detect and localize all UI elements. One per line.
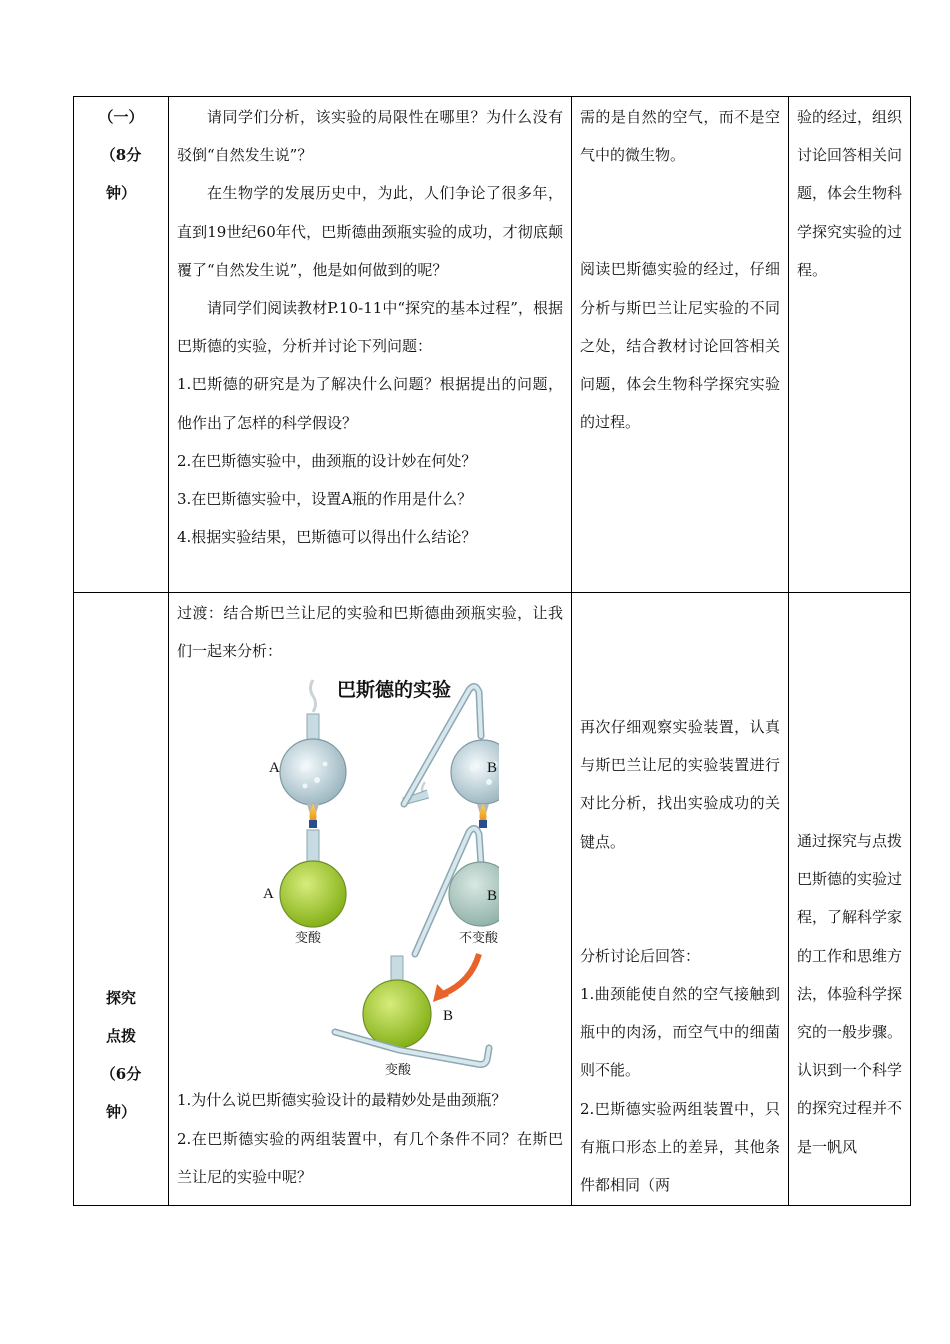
teacher-activity-text xyxy=(169,97,571,556)
question-item: 4.根据实验结果，巴斯德可以得出什么结论？ xyxy=(177,528,477,547)
teacher-activity-cell xyxy=(169,593,572,1206)
caption-sour: 变酸 xyxy=(295,930,322,946)
stage-line: （一） xyxy=(98,108,144,126)
label-a: A xyxy=(263,886,274,903)
caption-not-sour: 不变酸 xyxy=(459,930,499,946)
teacher-questions xyxy=(169,1080,571,1196)
caption-sour: 变酸 xyxy=(385,1062,412,1078)
paragraph: 阅读巴斯德实验的经过，仔细分析与斯巴兰让尼实验的不同之处，结合教材讨论回答相关问题，体会生物科学探究实验的过程。 xyxy=(580,260,780,432)
student-activity-text xyxy=(572,593,788,1204)
pasteur-experiment-figure xyxy=(219,672,499,1080)
student-activity-text xyxy=(572,97,788,441)
paragraph: 需的是自然的空气，而不是空气中的微生物。 xyxy=(580,108,780,165)
label-b: B xyxy=(443,1008,454,1025)
design-intent-cell xyxy=(789,593,911,1206)
flask-b-heating xyxy=(403,687,499,829)
stage-line: （8分 xyxy=(100,146,142,164)
label-b: B xyxy=(486,888,497,905)
paragraph: 请同学们分析，该实验的局限性在哪里？为什么没有驳倒“自然发生说”？ xyxy=(177,108,563,165)
lesson-plan-table xyxy=(73,96,911,1206)
stage-line: （6分 xyxy=(100,1065,142,1083)
paragraph: 在生物学的发展历史中，为此，人们争论了很多年，直到19世纪60年代，巴斯德曲颈瓶实验的成功，才彻底颠覆了“自然发生说”，他是如何做到的呢？ xyxy=(177,184,563,279)
paragraph: 过渡：结合斯巴兰让尼的实验和巴斯德曲颈瓶实验，让我们一起来分析： xyxy=(177,604,563,661)
question-item: 3.在巴斯德实验中，设置A瓶的作用是什么？ xyxy=(177,490,473,509)
table-row xyxy=(74,97,911,593)
question-item: 1.为什么说巴斯德实验设计的最精妙处是曲颈瓶？ xyxy=(177,1091,507,1110)
arrow-icon xyxy=(443,954,479,994)
stage-line: 钟） xyxy=(105,184,136,202)
stage-line: 钟） xyxy=(105,1103,136,1121)
design-intent-text: 验的经过，组织讨论回答相关问题，体会生物科学探究实验的过程。 xyxy=(797,108,903,279)
question-item: 1.巴斯德的研究是为了解决什么问题？根据提出的问题，他作出了怎样的科学假设？ xyxy=(177,375,563,432)
question-item: 2.在巴斯德实验的两组装置中，有几个条件不同？在斯巴兰让尼的实验中呢？ xyxy=(177,1129,563,1186)
student-activity-cell xyxy=(572,593,789,1206)
paragraph: 请同学们阅读教材P.10-11中“探究的基本过程”，根据巴斯德的实验，分析并讨论下列问题： xyxy=(177,299,563,356)
paragraph: 分析讨论后回答： xyxy=(580,946,701,965)
student-activity-cell xyxy=(572,97,789,593)
stage-cell xyxy=(74,593,169,1206)
label-a: A xyxy=(269,760,280,777)
answer-item: 1.曲颈能使自然的空气接触到瓶中的肉汤，而空气中的细菌则不能。 xyxy=(580,985,780,1080)
stage-label xyxy=(74,97,168,212)
teacher-activity-cell xyxy=(169,97,572,593)
flask-a-heating xyxy=(280,680,346,828)
stage-label xyxy=(74,978,168,1205)
design-intent-text xyxy=(789,593,910,1166)
stage-cell xyxy=(74,97,169,593)
label-b: B xyxy=(486,760,497,777)
table-row xyxy=(74,593,911,1206)
flask-a-sour xyxy=(280,830,346,927)
question-item: 2.在巴斯德实验中，曲颈瓶的设计妙在何处？ xyxy=(177,451,477,470)
design-intent-cell xyxy=(789,97,911,593)
answer-item: 2.巴斯德实验两组装置中，只有瓶口形态上的差异，其他条件都相同（两 xyxy=(580,1099,780,1195)
paragraph: 再次仔细观察实验装置，认真与斯巴兰让尼的实验装置进行对比分析，找出实验成功的关键点。 xyxy=(580,718,780,851)
lesson-plan-sheet xyxy=(73,96,906,1206)
figure-title: 巴斯德的实验 xyxy=(337,680,452,702)
stage-line: 探究 xyxy=(105,989,136,1007)
flask-b-neck-broken xyxy=(335,956,489,1065)
teacher-activity-text xyxy=(169,593,571,670)
stage-line: 点拨 xyxy=(105,1027,136,1045)
paragraph: 通过探究与点拨巴斯德的实验过程，了解科学家的工作和思维方法，体验科学探究的一般步骤。认识到一个科学的探究过程并不是一帆风 xyxy=(797,832,903,1156)
